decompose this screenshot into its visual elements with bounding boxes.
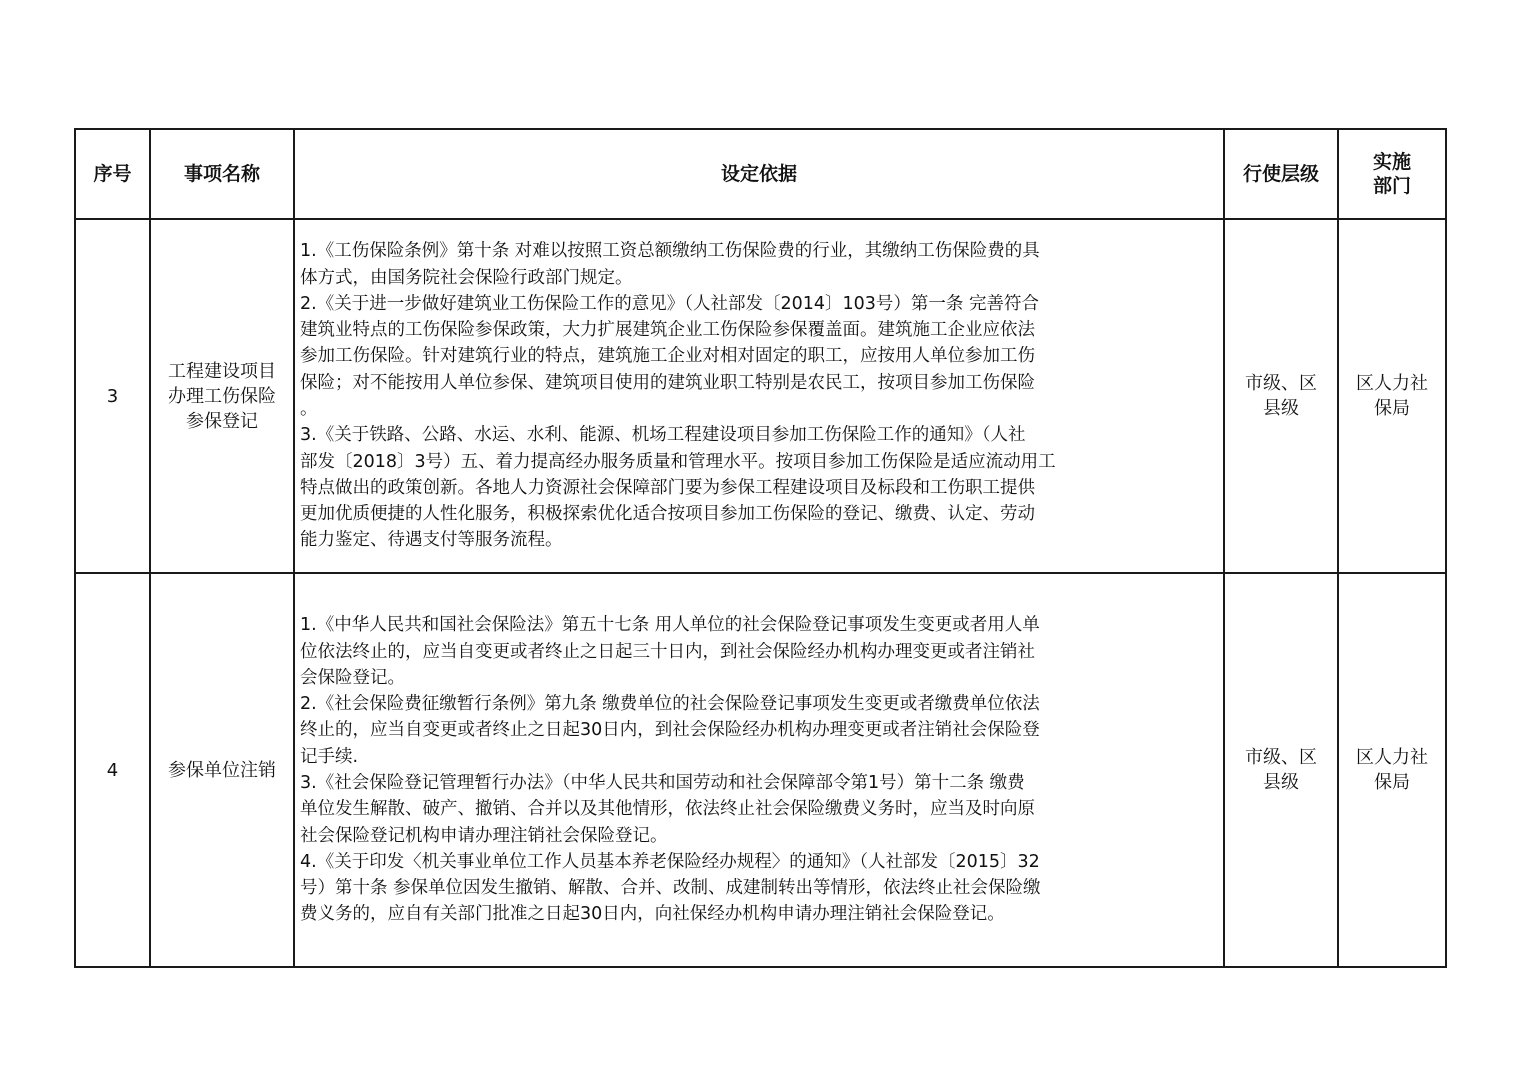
administrative-items-table [74, 128, 1447, 968]
basis-clause: 4.《关于印发〈机关事业单位工作人员基本养老保险经办规程〉的通知》（人社部发〔2015〕32 号）第十条 参保单位因发生撤销、解散、合并、改制、成建制转出等情形，依法终止社会保险缴 费义务的，应自有关部门批准之日起30日内，向社保经办机构申请办理注销社会保险登记。 [300, 851, 1041, 925]
row-basis [294, 573, 1224, 967]
row-level: 市级、区 县级 [1224, 573, 1338, 967]
header-index: 序号 [75, 129, 150, 219]
row-basis [294, 219, 1224, 573]
row-item-name: 工程建设项目 办理工伤保险 参保登记 [150, 219, 294, 573]
row-level: 市级、区 县级 [1224, 219, 1338, 573]
row-department: 区人力社 保局 [1338, 573, 1446, 967]
header-department: 实施 部门 [1338, 129, 1446, 219]
row-index: 4 [75, 573, 150, 967]
row-item-name: 参保单位注销 [150, 573, 294, 967]
header-basis: 设定依据 [294, 129, 1224, 219]
header-level: 行使层级 [1224, 129, 1338, 219]
header-item-name: 事项名称 [150, 129, 294, 219]
table-header-row [75, 129, 1446, 219]
basis-clause: 2.《社会保险费征缴暂行条例》第九条 缴费单位的社会保险登记事项发生变更或者缴费单位依法 终止的，应当自变更或者终止之日起30日内，到社会保险经办机构办理变更或者注销社会保险登 记手续. [300, 694, 1040, 767]
basis-clause: 3.《社会保险登记管理暂行办法》（中华人民共和国劳动和社会保障部令第1号）第十二条 缴费 单位发生解散、破产、撤销、合并以及其他情形，依法终止社会保险缴费义务时，应当及时向原 社会保险登记机构申请办理注销社会保险登记。 [300, 773, 1035, 846]
table-row [75, 573, 1446, 967]
row-department: 区人力社 保局 [1338, 219, 1446, 573]
table-row [75, 219, 1446, 573]
basis-clause: 2.《关于进一步做好建筑业工伤保险工作的意见》（人社部发〔2014〕103号）第一条 完善符合 建筑业特点的工伤保险参保政策，大力扩展建筑企业工伤保险参保覆盖面。建筑施工企业应依法 参加工伤保险。针对建筑行业的特点，建筑施工企业对相对固定的职工，应按用人单位参加工伤 保险；对不能按用人单位参保、建筑项目使用的建筑业职工特别是农民工，按项目参加工伤保险 。 [300, 293, 1039, 419]
basis-clause: 1.《工伤保险条例》第十条 对难以按照工资总额缴纳工伤保险费的行业，其缴纳工伤保险费的具 体方式，由国务院社会保险行政部门规定。 [300, 241, 1040, 288]
basis-clause: 3.《关于铁路、公路、水运、水利、能源、机场工程建设项目参加工伤保险工作的通知》（人社 部发〔2018〕3号）五、着力提高经办服务质量和管理水平。按项目参加工伤保险是适应流动用工 特点做出的政策创新。各地人力资源社会保障部门要为参保工程建设项目及标段和工伤职工提供 更加优质便捷的人性化服务，积极探索优化适合按项目参加工伤保险的登记、缴费、认定、劳动 能力鉴定、待遇支付等服务流程。 [300, 425, 1056, 551]
basis-clause: 1.《中华人民共和国社会保险法》第五十七条 用人单位的社会保险登记事项发生变更或者用人单 位依法终止的，应当自变更或者终止之日起三十日内，到社会保险经办机构办理变更或者注销社 会保险登记。 [300, 615, 1040, 688]
row-index: 3 [75, 219, 150, 573]
